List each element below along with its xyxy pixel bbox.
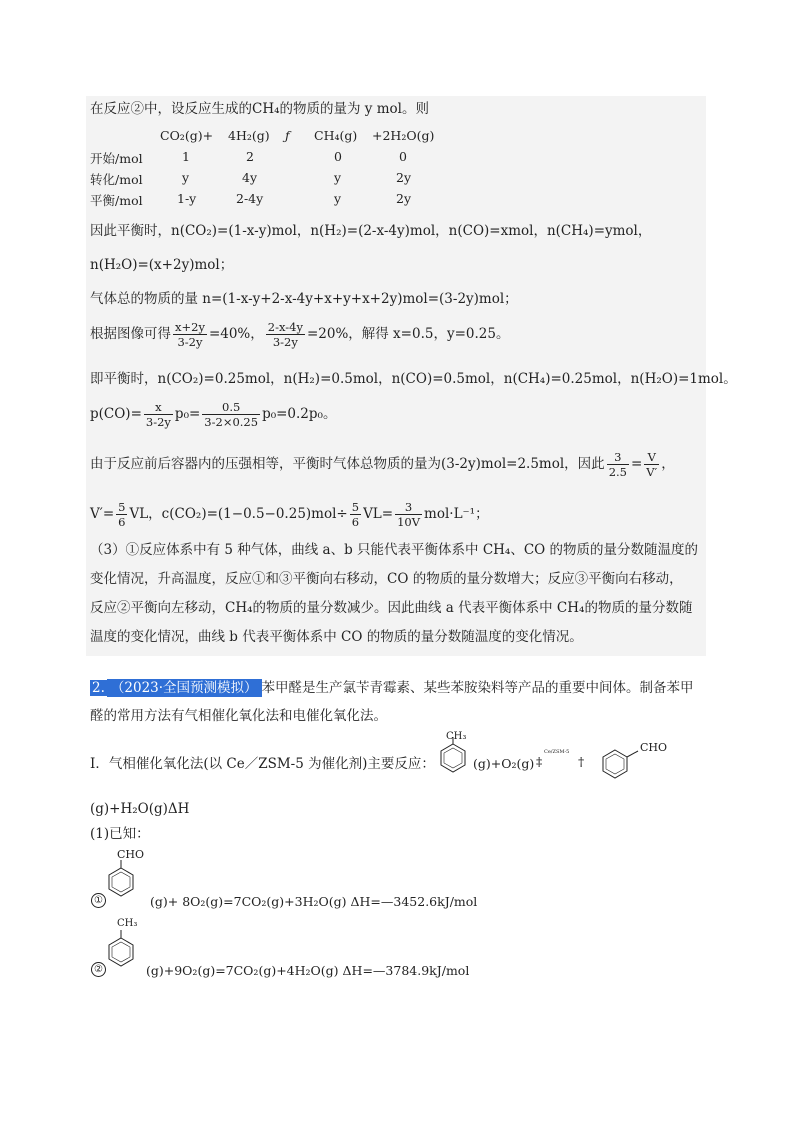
analysis-p10: 变化情况，升高温度，反应①和③平衡向右移动，CO 的物质的量分数增大；反应③平衡向右移动， [90,571,683,587]
analysis-intro: 在反应②中，设反应生成的CH₄的物质的量为 y mol。则 [90,101,429,117]
reaction-2: (g)+9O₂(g)=7CO₂(g)+4H₂O(g) ΔH=—3784.9kJ/mol [146,963,470,978]
part1-label: I．气相催化氧化法(以 Ce／ZSM-5 为催化剂)主要反应： [90,756,435,772]
analysis-p1: 因此平衡时，n(CO₂)=(1-x-y)mol，n(H₂)=(2-x-4y)mol，n(CO)=xmol，n(CH₄)=ymol， [90,223,652,239]
fraction [607,450,629,479]
fraction [202,400,260,429]
frac-num: 2-x-4y [267,320,303,334]
analysis-p7 [90,450,675,479]
benzene-ring-icon [104,858,138,902]
p7-post: ， [661,456,675,472]
eq-co2: CO₂(g)+ [160,128,214,143]
row-cell: 0 [334,149,342,164]
frac-den: 3-2y [177,335,203,349]
row-cell: 0 [399,149,407,164]
frac-num: x+2y [175,320,205,334]
fraction [144,400,173,429]
row-cell: 2 [246,149,254,164]
p8-c: VL= [363,506,394,522]
p8-d: mol·L⁻¹； [424,506,489,522]
p4-mid: =40%， [208,326,264,342]
row-label: 平衡/mol [90,193,143,208]
eq-h2: 4H₂(g) [228,128,270,143]
toluene-structure-2 [104,928,138,976]
analysis-p11: 反应②平衡向左移动，CH₄的物质的量分数减少。因此曲线 a 代表平衡体系中 CH₄的物质的量分数随 [90,600,693,616]
eq-ch4: CH₄(g) [314,128,358,143]
frac-den: 6 [351,515,360,529]
ch3-label: CH₃ [446,731,467,742]
p7-eq: = [630,456,643,472]
reactant-suffix: (g)+O₂(g) [473,756,535,771]
p4-pre: 根据图像可得 [90,326,171,342]
p4-post: =20%，解得 x=0.5，y=0.25。 [306,326,510,342]
row-cell: 2y [396,170,412,185]
fraction [173,320,207,349]
analysis-p5: 即平衡时，n(CO₂)=0.25mol，n(H₂)=0.5mol，n(CO)=0.5mol，n(CH₄)=0.25mol，n(H₂O)=1mol。 [90,371,737,387]
frac-den: 2.5 [608,465,627,479]
benzene-ring-icon [104,928,138,972]
question-number: 2. [92,680,105,696]
row-label: 转化/mol [90,172,143,187]
row-cell: y [334,170,342,185]
p6-pre: p(CO)= [90,406,142,422]
fraction [266,320,305,349]
p6-mid: p₀= [174,406,201,422]
eq-arrow: ƒ [285,128,290,143]
sub-question-1: (1)已知： [90,826,150,842]
p7-pre: 由于反应前后容器内的压强相等，平衡时气体总物质的量为(3-2y)mol=2.5mol，因此 [90,456,605,472]
cho-label: CHO [117,848,145,861]
frac-den: 3-2y [145,415,171,429]
analysis-p9: （3）①反应体系中有 5 种气体，曲线 a、b 只能代表平衡体系中 CH₄、CO 的物质的量分数随温度的 [90,542,699,558]
p6-post: p₀=0.2p₀。 [262,406,337,422]
reaction-1: (g)+ 8O₂(g)=7CO₂(g)+3H₂O(g) ΔH=—3452.6kJ/mol [150,894,478,909]
frac-num: 3 [607,450,629,465]
row-cell: 1-y [177,191,197,206]
reaction-arrow: ‡ [536,754,543,769]
analysis-p8 [90,500,489,529]
question-line2: 醛的常用方法有气相催化氧化法和电催化氧化法。 [90,708,387,724]
reaction-number-2: ② [91,962,106,977]
analysis-p3: 气体总的物质的量 n=(1-x-y+2-x-4y+x+y+x+2y)mol=(3-2y)mol； [90,291,518,307]
cho-label: CHO [640,741,668,754]
benzaldehyde-structure-1 [600,740,640,784]
fraction [395,500,422,529]
frac-den: 10V [397,515,421,529]
p8-b: VL，c(CO₂)=(1−0.5−0.25)mol÷ [129,506,348,522]
frac-num: 0.5 [202,400,260,415]
reaction-number-1: ① [91,893,106,908]
analysis-p4 [90,320,509,349]
frac-den: 6 [118,515,126,529]
row-cell: 4y [242,170,258,185]
frac-num: V [644,450,659,465]
row-cell: 1 [182,149,190,164]
row-cell: y [334,191,342,206]
analysis-p6 [90,400,336,429]
frac-num: 5 [351,500,360,514]
product-line: (g)+H₂O(g)ΔH [90,801,190,817]
reaction-arrow: † [578,754,585,769]
eq-h2o: +2H₂O(g) [372,128,435,143]
row-cell: 2y [396,191,412,206]
row-cell: 2-4y [236,191,264,206]
question-source[interactable]: （2023·全国预测模拟） [107,679,262,697]
row-label: 开始/mol [90,151,143,166]
frac-den: V′ [646,465,658,479]
p8-a: V′= [90,506,115,522]
frac-num: 5 [118,500,126,514]
fraction [350,500,361,529]
question-header [90,679,694,697]
catalyst-label: Ce/ZSM-5 [544,749,570,755]
fraction [116,500,127,529]
fraction [644,450,659,479]
ch3-label: CH₃ [117,918,138,929]
row-cell: y [182,170,190,185]
benzaldehyde-structure-2 [104,858,138,906]
analysis-p2: n(H₂O)=(x+2y)mol； [90,257,234,273]
frac-num: x [144,400,173,415]
frac-den: 3-2×0.25 [204,415,259,429]
analysis-p12: 温度的变化情况，曲线 b 代表平衡体系中 CO 的物质的量分数随温度的变化情况。 [90,629,583,645]
frac-num: 3 [395,500,422,515]
frac-den: 3-2y [272,335,298,349]
benzene-ring-icon [600,740,640,780]
question-line1: 苯甲醛是生产氯苄青霉素、某些苯胺染料等产品的重要中间体。制备苯甲 [261,680,694,696]
